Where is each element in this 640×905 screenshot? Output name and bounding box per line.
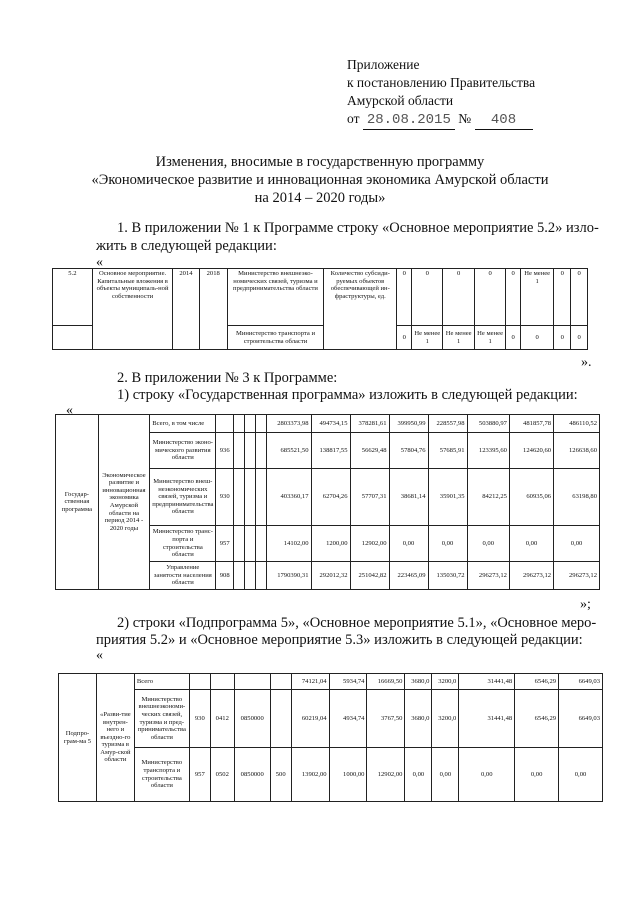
table-cell: 3767,50 [367,690,405,748]
table-cell: 84212,25 [467,469,509,526]
table-cell: Министерство внеш-неэкономических связей, туризма и предпринимательства области [150,469,216,526]
number-label: № [458,111,472,126]
table-cell [216,415,234,433]
table-cell: 3200,0 [432,690,459,748]
table-cell: 296273,12 [554,562,600,590]
table-cell: Управление занятости населения области [150,562,216,590]
table-cell: Министерство транспорта и строительства области [134,748,189,802]
table-cell: 0 [474,269,505,326]
table-cell: 0502 [210,748,234,802]
table-cell [244,469,255,526]
table-cell: 0 [571,326,588,350]
table-cell: 223465,09 [389,562,428,590]
title-line: на 2014 – 2020 годы» [254,190,386,206]
table-cell: 0,00 [389,526,428,562]
table-cell [244,433,255,469]
table-cell: 3680,0 [405,674,432,690]
table-cell: 0,00 [554,526,600,562]
table-cell: 126638,60 [554,433,600,469]
table-cell: 2803373,98 [266,415,311,433]
item-2-line1: 2. В приложении № 3 к Программе: [117,370,338,386]
table-cell: 292012,32 [311,562,350,590]
table-cell [233,526,244,562]
table-cell: 936 [216,433,234,469]
table-cell: 57685,91 [428,433,467,469]
table-cell: 138817,55 [311,433,350,469]
table-cell: 685521,50 [266,433,311,469]
table-cell: Не менее 1 [443,326,474,350]
table-cell: 0 [506,326,521,350]
table-cell [189,674,210,690]
table-cell: 378281,61 [350,415,389,433]
table-cell: 0,00 [459,748,515,802]
table-cell [53,326,93,350]
table-row [56,415,600,433]
table-cell: 38681,14 [389,469,428,526]
table-cell [244,415,255,433]
table-cell [255,433,266,469]
table-cell [255,526,266,562]
table-cell: 0850000 [234,748,270,802]
decree-number: 408 [475,111,533,130]
item-2-line2: 1) строку «Государственная программа» изложить в следующей редакции: [117,387,578,403]
table-cell: 0,00 [432,748,459,802]
table-cell: 2018 [199,269,227,350]
table-cell: Государ-ственная программа [56,415,99,590]
table-cell: 124620,60 [509,433,553,469]
table-cell: 0,00 [405,748,432,802]
table-cell [270,690,291,748]
table-cell: 5.2 [53,269,93,326]
table-cell: 481857,78 [509,415,553,433]
table-cell: 14102,00 [266,526,311,562]
table-cell: 0 [520,326,554,350]
table-cell: 135030,72 [428,562,467,590]
table-cell: 3200,0 [432,674,459,690]
table-cell: Министерство внешнеэкономи-ческих связей, туризма и пред-принимательства области [134,690,189,748]
table-2 [55,414,600,590]
header-date-line [347,110,535,130]
table-cell: 0 [443,269,474,326]
table-cell: 6649,03 [559,690,603,748]
table-cell: «Разви-тие внутрен-него и въездно-го туризма в Амур-ской области [96,674,134,802]
table-cell: 60219,04 [291,690,329,748]
table-cell: 0 [571,269,588,326]
table-cell: 957 [189,748,210,802]
table-cell: 31441,48 [459,690,515,748]
table-cell: 0 [397,269,412,326]
table-cell: 56629,48 [350,433,389,469]
table-cell: 251042,82 [350,562,389,590]
table-cell: 1000,00 [329,748,367,802]
table-cell [255,469,266,526]
table-cell: Министерство внешнеэко-номических связей, туризма и предпринимательства области [227,269,323,326]
table-cell: 0,00 [428,526,467,562]
table-cell: Всего [134,674,189,690]
open-quote: « [96,255,103,270]
table-cell [210,674,234,690]
table-cell: 12902,00 [350,526,389,562]
table-cell: 0 [554,269,571,326]
table-cell: 3680,0 [405,690,432,748]
item-1-line2: жить в следующей редакции: [96,238,277,254]
close-quote: ». [581,355,592,370]
table-cell: 57707,31 [350,469,389,526]
table-cell: Не менее 1 [474,326,505,350]
table-cell [255,415,266,433]
table-cell: 6649,03 [559,674,603,690]
table-cell: Всего, в том числе [150,415,216,433]
table-cell: Подпро-грам-ма 5 [59,674,97,802]
table-cell: 957 [216,526,234,562]
table-cell [255,562,266,590]
item-3-line1: 2) строки «Подпрограмма 5», «Основное мероприятие 5.1», «Основное меро- [117,615,597,631]
header-line: к постановлению Правительства [347,75,536,90]
table-cell [244,562,255,590]
table-cell: 1790390,31 [266,562,311,590]
table-cell [244,526,255,562]
table-cell: 31441,48 [459,674,515,690]
table-cell: 0,00 [467,526,509,562]
table-cell: 2014 [173,269,199,350]
table-row [59,674,603,690]
table-cell: 4934,74 [329,690,367,748]
table-cell: 62704,26 [311,469,350,526]
table-cell: 296273,12 [467,562,509,590]
title-line: Изменения, вносимые в государственную программу [155,154,485,170]
table-cell: 0 [397,326,412,350]
decree-date: 28.08.2015 [363,111,455,130]
table-cell: 0 [554,326,571,350]
table-cell: 494734,15 [311,415,350,433]
table-cell: 74121,04 [291,674,329,690]
title-line: «Экономическое развитие и инновационная экономика Амурской области [91,172,549,188]
table-cell: 403360,17 [266,469,311,526]
table-cell: 5934,74 [329,674,367,690]
table-row [59,690,603,748]
table-cell: 0,00 [515,748,559,802]
table-row [53,269,588,326]
table-cell: 0850000 [234,690,270,748]
open-quote: « [66,403,73,418]
approval-header [347,56,535,130]
document-title [0,153,640,207]
table-cell: 35901,35 [428,469,467,526]
table-cell: 296273,12 [509,562,553,590]
table-cell [233,562,244,590]
table-cell: 486110,52 [554,415,600,433]
table-cell: 6546,29 [515,674,559,690]
table-cell [233,415,244,433]
table-cell: 0,00 [509,526,553,562]
table-3 [58,673,603,802]
table-cell: Количество субсиди-руемых объектов обеспечивающей ин-фраструктуры, ед. [324,269,397,350]
table-cell: 63198,80 [554,469,600,526]
table-cell: 930 [216,469,234,526]
table-cell: 908 [216,562,234,590]
table-cell: 228557,98 [428,415,467,433]
table-cell: 13902,00 [291,748,329,802]
table-cell: Министерство транспорта и строительства области [227,326,323,350]
header-line: Приложение [347,57,420,72]
table-cell: 500 [270,748,291,802]
header-line: Амурской области [347,93,454,108]
table-cell: 399950,99 [389,415,428,433]
table-cell: Основное мероприятие. Капитальные вложения в объекты муниципаль-ной собственности [92,269,173,350]
table-cell: 930 [189,690,210,748]
table-1 [52,268,588,350]
table-cell: 0,00 [559,748,603,802]
table-cell: 123395,60 [467,433,509,469]
close-quote: »; [580,597,591,612]
table-cell [233,469,244,526]
table-cell: 503880,97 [467,415,509,433]
table-cell: 60935,06 [509,469,553,526]
table-cell: 1200,00 [311,526,350,562]
item-1-line1: 1. В приложении № 1 к Программе строку «Основное мероприятие 5.2» изло- [117,220,599,236]
table-cell [233,433,244,469]
table-cell: Министерство эконо-мического развития области [150,433,216,469]
table-cell: Экономическое развитие и инновационная экономика Амурской области на период 2014 - 2020 годы [98,415,149,590]
table-row [59,748,603,802]
from-label: от [347,111,360,126]
table-cell: 16669,50 [367,674,405,690]
table-cell [270,674,291,690]
item-3-line2: приятия 5.2» и «Основное мероприятие 5.3» изложить в следующей редакции: [96,632,583,648]
table-cell: 0 [412,269,443,326]
table-cell: 12902,00 [367,748,405,802]
table-cell: Министерство транс-порта и строительства области [150,526,216,562]
table-cell: 6546,29 [515,690,559,748]
table-cell: 0412 [210,690,234,748]
open-quote: « [96,648,103,663]
table-cell: Не менее 1 [412,326,443,350]
table-cell: Не менее 1 [520,269,554,326]
table-cell [234,674,270,690]
table-cell: 57804,76 [389,433,428,469]
table-cell: 0 [506,269,521,326]
